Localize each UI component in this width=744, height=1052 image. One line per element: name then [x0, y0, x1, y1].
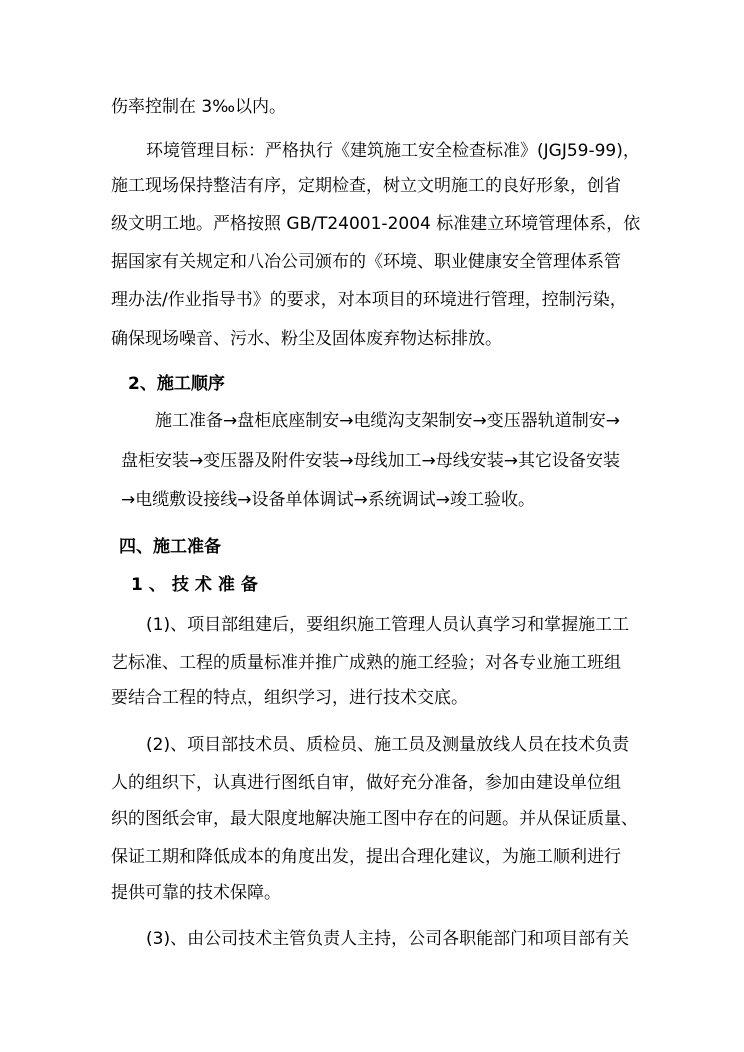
- paragraph-line: 提供可靠的技术保障。: [111, 883, 281, 903]
- subsection-heading: 1、技术准备: [131, 575, 264, 595]
- paragraph-line: 艺标准、工程的质量标准并推广成熟的施工经验；对各专业施工班组: [111, 653, 621, 673]
- paragraph-line: (1)、项目部组建后，要组织施工管理人员认真学习和掌握施工工: [146, 615, 630, 635]
- sequence-line: 施工准备→盘柜底座制安→电缆沟支架制安→变压器轨道制安→: [155, 411, 620, 431]
- text-line: 理办法/作业指导书》的要求，对本项目的环境进行管理，控制污染，: [111, 290, 627, 310]
- paragraph-line: (2)、项目部技术员、质检员、施工员及测量放线人员在技术负责: [146, 735, 630, 755]
- text-line: 伤率控制在 3‰以内。: [111, 97, 287, 117]
- text-line: 施工现场保持整洁有序，定期检查，树立文明施工的良好形象，创省: [111, 176, 621, 196]
- text-line: 级文明工地。严格按照 GB/T24001-2004 标准建立环境管理体系，依: [111, 214, 641, 234]
- text-line: 环境管理目标：严格执行《建筑施工安全检查标准》(JGJ59-99)，: [146, 141, 640, 161]
- paragraph-line: 要结合工程的特点，组织学习，进行技术交底。: [111, 688, 468, 708]
- sequence-line: →电缆敷设接线→设备单体调试→系统调试→竣工验收。: [121, 490, 535, 510]
- sequence-line: 盘柜安装→变压器及附件安装→母线加工→母线安装→其它设备安装: [121, 451, 620, 471]
- paragraph-line: 保证工期和降低成本的角度出发，提出合理化建议，为施工顺利进行: [111, 847, 621, 867]
- text-line: 确保现场噪音、污水、粉尘及固体废弃物达标排放。: [111, 329, 502, 349]
- paragraph-line: 人的组织下，认真进行图纸自审，做好充分准备，参加由建设单位组: [111, 773, 621, 793]
- paragraph-line: (3)、由公司技术主管负责人主持，公司各职能部门和项目部有关: [146, 929, 630, 949]
- text-line: 据国家有关规定和八冶公司颁布的《环境、职业健康安全管理体系管: [111, 252, 621, 272]
- section-heading: 2、施工顺序: [128, 374, 225, 394]
- chapter-heading: 四、施工准备: [119, 537, 221, 557]
- paragraph-line: 织的图纸会审，最大限度地解决施工图中存在的问题。并从保证质量、: [111, 809, 638, 829]
